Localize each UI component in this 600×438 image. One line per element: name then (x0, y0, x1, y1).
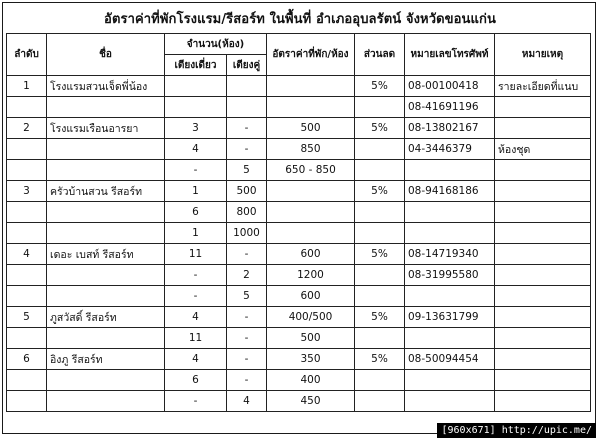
cell-phone (405, 370, 495, 391)
cell-rate: 350 (267, 349, 355, 370)
cell-rate (267, 97, 355, 118)
cell-phone (405, 160, 495, 181)
cell-phone: 08-31995580 (405, 265, 495, 286)
cell-name (47, 97, 165, 118)
cell-rate: 500 (267, 328, 355, 349)
cell-discount: 5% (355, 76, 405, 97)
table-row (7, 160, 591, 181)
cell-phone (405, 328, 495, 349)
cell-rate: 450 (267, 391, 355, 412)
cell-phone (405, 391, 495, 412)
cell-rate (267, 202, 355, 223)
cell-double-bed: - (227, 328, 267, 349)
cell-double-bed: - (227, 244, 267, 265)
cell-single-bed: 4 (165, 307, 227, 328)
cell-note (495, 181, 591, 202)
cell-no: 3 (7, 181, 47, 202)
cell-double-bed (227, 97, 267, 118)
cell-phone (405, 223, 495, 244)
table-row (7, 391, 591, 412)
cell-discount (355, 328, 405, 349)
cell-discount (355, 97, 405, 118)
cell-note (495, 286, 591, 307)
cell-no (7, 139, 47, 160)
cell-single-bed: - (165, 286, 227, 307)
cell-single-bed: 4 (165, 139, 227, 160)
table-row (7, 349, 591, 370)
cell-name (47, 139, 165, 160)
cell-single-bed: 11 (165, 244, 227, 265)
cell-double-bed: 800 (227, 202, 267, 223)
cell-rate: 850 (267, 139, 355, 160)
cell-double-bed (227, 76, 267, 97)
cell-name (47, 286, 165, 307)
cell-single-bed (165, 97, 227, 118)
cell-no: 4 (7, 244, 47, 265)
cell-double-bed: - (227, 118, 267, 139)
header-single-bed: เตียงเดี่ยว (165, 55, 227, 76)
cell-phone: 04-3446379 (405, 139, 495, 160)
cell-double-bed: - (227, 349, 267, 370)
header-rate: อัตราค่าที่พัก/ห้อง (267, 34, 355, 76)
cell-note (495, 118, 591, 139)
cell-name (47, 328, 165, 349)
cell-note (495, 202, 591, 223)
cell-discount (355, 265, 405, 286)
table-row (7, 286, 591, 307)
cell-no: 2 (7, 118, 47, 139)
table-row (7, 76, 591, 97)
cell-rate: 600 (267, 286, 355, 307)
cell-discount: 5% (355, 307, 405, 328)
cell-single-bed: 3 (165, 118, 227, 139)
cell-name: โรงแรมสวนเจ็ดพี่น้อง (47, 76, 165, 97)
cell-phone: 08-00100418 (405, 76, 495, 97)
cell-rate (267, 223, 355, 244)
cell-phone: 08-41691196 (405, 97, 495, 118)
watermark: [960x671] http://upic.me/ (437, 423, 596, 438)
cell-discount: 5% (355, 244, 405, 265)
cell-note (495, 265, 591, 286)
rates-table (6, 33, 591, 412)
header-name: ชื่อ (47, 34, 165, 76)
cell-rate (267, 76, 355, 97)
cell-discount (355, 160, 405, 181)
cell-discount: 5% (355, 349, 405, 370)
cell-name: ภูสวัสดิ์ รีสอร์ท (47, 307, 165, 328)
table-row (7, 223, 591, 244)
cell-discount (355, 286, 405, 307)
table-row (7, 244, 591, 265)
cell-rate: 400/500 (267, 307, 355, 328)
cell-no (7, 202, 47, 223)
cell-no: 6 (7, 349, 47, 370)
cell-single-bed: - (165, 265, 227, 286)
cell-no (7, 97, 47, 118)
cell-single-bed: 1 (165, 181, 227, 202)
rates-table-body (7, 76, 591, 412)
cell-note (495, 328, 591, 349)
document-title: อัตราค่าที่พักโรงแรม/รีสอร์ท ในพื้นที่ อำเภออุบลรัตน์ จังหวัดขอนแก่น (104, 12, 496, 27)
cell-rate: 600 (267, 244, 355, 265)
cell-no (7, 160, 47, 181)
cell-double-bed: 5 (227, 160, 267, 181)
cell-name (47, 265, 165, 286)
cell-phone: 08-13802167 (405, 118, 495, 139)
cell-double-bed: - (227, 139, 267, 160)
table-row (7, 139, 591, 160)
header-phone: หมายเลขโทรศัพท์ (405, 34, 495, 76)
header-no: ลำดับ (7, 34, 47, 76)
table-row (7, 307, 591, 328)
cell-name (47, 391, 165, 412)
cell-no (7, 391, 47, 412)
header-note: หมายเหตุ (495, 34, 591, 76)
cell-note (495, 307, 591, 328)
cell-discount (355, 223, 405, 244)
cell-note (495, 160, 591, 181)
cell-note (495, 97, 591, 118)
cell-phone: 08-94168186 (405, 181, 495, 202)
cell-rate: 400 (267, 370, 355, 391)
table-row (7, 181, 591, 202)
table-row (7, 97, 591, 118)
cell-note (495, 370, 591, 391)
cell-note (495, 349, 591, 370)
table-row (7, 328, 591, 349)
cell-no: 1 (7, 76, 47, 97)
cell-double-bed: 2 (227, 265, 267, 286)
table-row (7, 370, 591, 391)
cell-discount (355, 370, 405, 391)
cell-single-bed: 6 (165, 370, 227, 391)
cell-single-bed: - (165, 391, 227, 412)
cell-rate: 650 - 850 (267, 160, 355, 181)
cell-note (495, 244, 591, 265)
cell-name: เดอะ เบสท์ รีสอร์ท (47, 244, 165, 265)
cell-name: ครัวบ้านสวน รีสอร์ท (47, 181, 165, 202)
cell-phone (405, 202, 495, 223)
cell-no: 5 (7, 307, 47, 328)
cell-single-bed: - (165, 160, 227, 181)
cell-phone (405, 286, 495, 307)
cell-no (7, 328, 47, 349)
header-double-bed: เตียงคู่ (227, 55, 267, 76)
cell-note: ห้องชุด (495, 139, 591, 160)
cell-name (47, 370, 165, 391)
cell-discount (355, 202, 405, 223)
cell-discount (355, 139, 405, 160)
cell-double-bed: - (227, 307, 267, 328)
cell-double-bed: - (227, 370, 267, 391)
cell-name: อิงภู รีสอร์ท (47, 349, 165, 370)
cell-single-bed: 1 (165, 223, 227, 244)
cell-double-bed: 1000 (227, 223, 267, 244)
cell-name (47, 223, 165, 244)
cell-phone: 08-50094454 (405, 349, 495, 370)
cell-single-bed (165, 76, 227, 97)
cell-name: โรงแรมเรือนอารยา (47, 118, 165, 139)
cell-note (495, 391, 591, 412)
cell-no (7, 370, 47, 391)
cell-note: รายละเอียดที่แนบ (495, 76, 591, 97)
table-row (7, 202, 591, 223)
cell-note (495, 223, 591, 244)
cell-no (7, 223, 47, 244)
cell-no (7, 286, 47, 307)
cell-double-bed: 5 (227, 286, 267, 307)
cell-single-bed: 4 (165, 349, 227, 370)
cell-name (47, 160, 165, 181)
cell-discount: 5% (355, 118, 405, 139)
cell-rate: 500 (267, 118, 355, 139)
cell-double-bed: 4 (227, 391, 267, 412)
cell-name (47, 202, 165, 223)
cell-discount (355, 391, 405, 412)
cell-discount: 5% (355, 181, 405, 202)
header-discount: ส่วนลด (355, 34, 405, 76)
cell-rate: 1200 (267, 265, 355, 286)
cell-single-bed: 6 (165, 202, 227, 223)
table-row (7, 118, 591, 139)
cell-no (7, 265, 47, 286)
table-row (7, 265, 591, 286)
cell-phone: 09-13631799 (405, 307, 495, 328)
cell-double-bed: 500 (227, 181, 267, 202)
cell-single-bed: 11 (165, 328, 227, 349)
cell-phone: 08-14719340 (405, 244, 495, 265)
cell-rate (267, 181, 355, 202)
header-rooms: จำนวน(ห้อง) (165, 34, 267, 55)
